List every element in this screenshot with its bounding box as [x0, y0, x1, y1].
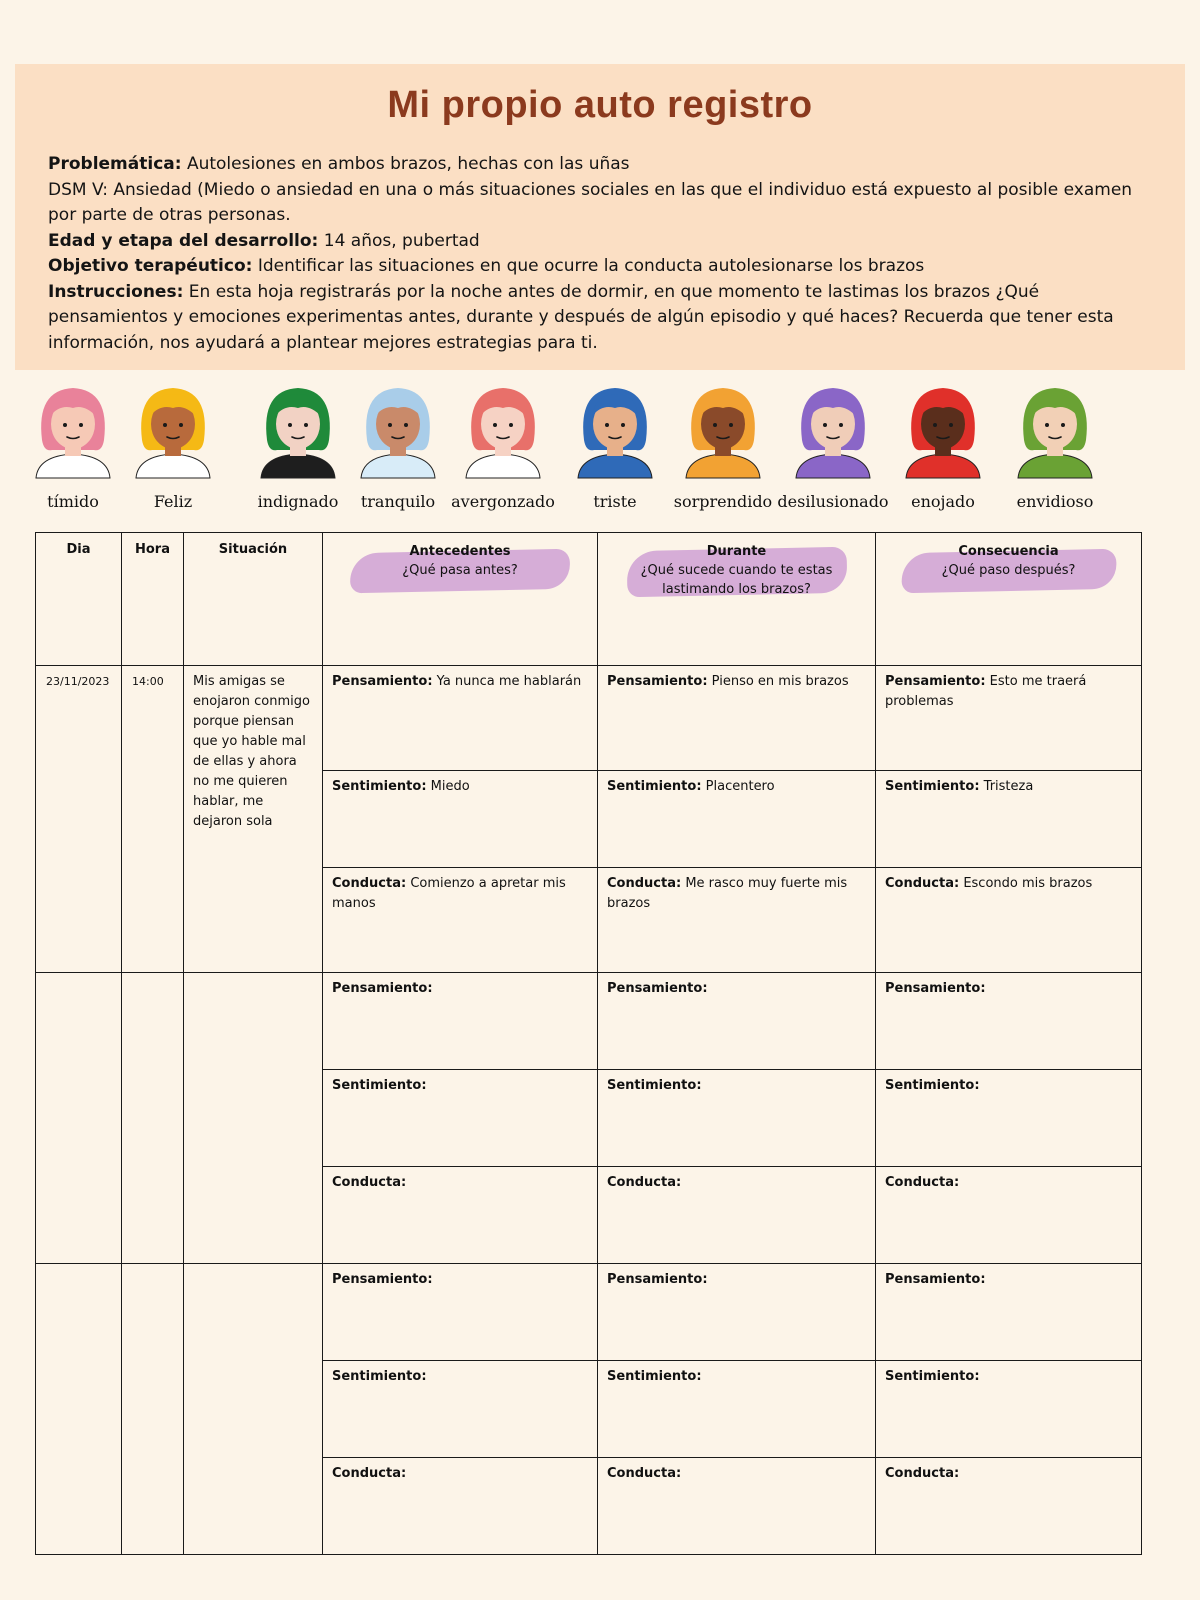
cell-value: Tristeza — [979, 779, 1034, 794]
sentimiento-label: Sentimiento: — [332, 1078, 427, 1093]
sentimiento-label: Sentimiento: — [607, 779, 702, 794]
cell-value: Esto me traerá problemas — [885, 674, 1087, 709]
empty-conducta-cell[interactable] — [598, 1167, 876, 1264]
header-situacion: Situación — [184, 533, 323, 666]
conducta-label: Conducta: — [332, 876, 407, 891]
durante-sub: ¿Qué sucede cuando te estas lastimando los brazos? — [640, 563, 833, 597]
edad-text: 14 años, pubertad — [318, 230, 480, 251]
antecedentes-sub: ¿Qué pasa antes? — [402, 563, 518, 578]
cell-value: Escondo mis brazos — [959, 876, 1093, 891]
face-illustration-icon — [18, 380, 128, 480]
header-panel — [15, 64, 1185, 370]
emotions-strip — [0, 380, 1200, 520]
entry-hora[interactable]: 14:00 — [122, 666, 184, 973]
header-dia: Dia — [36, 533, 122, 666]
empty-pensamiento-cell[interactable] — [323, 973, 598, 1070]
emotion-5 — [560, 380, 670, 516]
cell-value: Placentero — [701, 779, 775, 794]
cell-value: Comienzo a apretar mis manos — [332, 876, 566, 911]
antecedentes-conducta[interactable] — [323, 868, 598, 973]
face-illustration-icon — [1000, 380, 1110, 480]
instrucciones-text: En esta hoja registrarás por la noche antes de dormir, en que momento te lastimas los brazos ¿Qué pensamientos y emociones experimentas antes, durante y después de algún episodio y qué haces? Recuerda que tener esta información, nos ayudará a plantear mejores estrategias para ti. — [48, 281, 1114, 353]
empty-pensamiento-cell[interactable] — [323, 1264, 598, 1361]
sentimiento-label: Sentimiento: — [885, 1369, 980, 1384]
emotion-label: avergonzado — [451, 492, 555, 511]
entry-situacion[interactable]: Mis amigas se enojaron conmigo porque piensan que yo hable mal de ellas y ahora no me quieren hablar, me dejaron sola — [184, 666, 323, 973]
empty-pensamiento-cell[interactable] — [876, 1264, 1142, 1361]
conducta-label: Conducta: — [885, 876, 960, 891]
face-illustration-icon — [778, 380, 888, 480]
entry-dia[interactable]: 23/11/2023 — [36, 666, 122, 973]
table-row — [36, 973, 1142, 1070]
header-durante — [598, 533, 876, 666]
table-row — [36, 666, 1142, 771]
objetivo-line — [48, 254, 1158, 280]
empty-conducta-cell[interactable] — [876, 1458, 1142, 1555]
face-illustration-icon — [243, 380, 353, 480]
edad-line — [48, 229, 1158, 255]
header-row — [36, 533, 1142, 666]
antecedentes-pensamiento[interactable] — [323, 666, 598, 771]
emotion-label: tranquilo — [360, 492, 436, 511]
problematica-label: Problemática: — [48, 154, 182, 174]
consecuencia-pensamiento[interactable] — [876, 666, 1142, 771]
face-illustration-icon — [448, 380, 558, 480]
antecedentes-title: Antecedentes — [409, 544, 511, 559]
header-info — [48, 152, 1158, 356]
pensamiento-label: Pensamiento: — [885, 674, 986, 689]
empty-sentimiento-cell[interactable] — [876, 1070, 1142, 1167]
emotion-3 — [343, 380, 453, 516]
empty-conducta-cell[interactable] — [598, 1458, 876, 1555]
durante-conducta[interactable] — [598, 868, 876, 973]
sentimiento-label: Sentimiento: — [885, 1078, 980, 1093]
durante-sentimiento[interactable] — [598, 771, 876, 868]
emotion-label: triste — [593, 492, 637, 511]
empty-situacion[interactable] — [184, 1264, 323, 1555]
durante-pensamiento[interactable] — [598, 666, 876, 771]
objetivo-label: Objetivo terapéutico: — [48, 256, 253, 276]
dsm-text: DSM V: Ansiedad (Miedo o ansiedad en una o más situaciones sociales en las que el individuo está expuesto al posible examen por parte de otras personas. — [48, 179, 1133, 225]
edad-label: Edad y etapa del desarrollo: — [48, 230, 319, 251]
consecuencia-sub: ¿Qué paso después? — [941, 563, 1076, 578]
conducta-label: Conducta: — [607, 1175, 682, 1190]
pensamiento-label: Pensamiento: — [607, 1272, 708, 1287]
conducta-label: Conducta: — [607, 1466, 682, 1481]
empty-hora[interactable] — [122, 973, 184, 1264]
pensamiento-label: Pensamiento: — [332, 1272, 433, 1287]
durante-title: Durante — [706, 544, 767, 559]
cell-value: Ya nunca me hablarán — [432, 674, 582, 689]
emotion-6 — [668, 380, 778, 516]
emotion-label: desilusionado — [777, 492, 889, 511]
empty-hora[interactable] — [122, 1264, 184, 1555]
emotion-label: sorprendido — [673, 492, 773, 511]
empty-pensamiento-cell[interactable] — [598, 1264, 876, 1361]
page-title: Mi propio auto registro — [387, 84, 813, 126]
sentimiento-label: Sentimiento: — [885, 779, 980, 794]
empty-sentimiento-cell[interactable] — [598, 1070, 876, 1167]
conducta-label: Conducta: — [885, 1466, 960, 1481]
instrucciones-label: Instrucciones: — [48, 281, 184, 302]
pensamiento-label: Pensamiento: — [332, 674, 433, 689]
emotion-1 — [118, 380, 228, 516]
face-illustration-icon — [343, 380, 453, 480]
pensamiento-label: Pensamiento: — [607, 674, 708, 689]
empty-conducta-cell[interactable] — [323, 1458, 598, 1555]
header-hora: Hora — [122, 533, 184, 666]
conducta-label: Conducta: — [332, 1466, 407, 1481]
pensamiento-label: Pensamiento: — [332, 981, 433, 996]
empty-sentimiento-cell[interactable] — [323, 1361, 598, 1458]
register-table — [35, 532, 1142, 1555]
emotion-label: indignado — [257, 492, 339, 511]
problematica-text: Autolesiones en ambos brazos, hechas con las uñas — [181, 154, 630, 174]
pensamiento-label: Pensamiento: — [885, 981, 986, 996]
empty-sentimiento-cell[interactable] — [876, 1361, 1142, 1458]
pensamiento-label: Pensamiento: — [607, 981, 708, 996]
face-illustration-icon — [888, 380, 998, 480]
cell-value: Pienso en mis brazos — [707, 674, 849, 689]
face-illustration-icon — [668, 380, 778, 480]
face-illustration-icon — [560, 380, 670, 480]
conducta-label: Conducta: — [607, 876, 682, 891]
emotion-label: envidioso — [1016, 492, 1094, 511]
empty-dia[interactable] — [36, 973, 122, 1264]
antecedentes-sentimiento[interactable] — [323, 771, 598, 868]
empty-conducta-cell[interactable] — [323, 1167, 598, 1264]
emotion-7 — [778, 380, 888, 516]
consecuencia-title: Consecuencia — [958, 544, 1059, 559]
emotion-label: Feliz — [153, 492, 193, 511]
header-antecedentes — [323, 533, 598, 666]
header-consecuencia — [876, 533, 1142, 666]
sentimiento-label: Sentimiento: — [607, 1369, 702, 1384]
cell-value: Me rasco muy fuerte mis brazos — [607, 876, 848, 911]
sentimiento-label: Sentimiento: — [332, 1369, 427, 1384]
dsm-line — [48, 178, 1158, 229]
conducta-label: Conducta: — [332, 1175, 407, 1190]
problematica-line — [48, 152, 1158, 178]
emotion-4 — [448, 380, 558, 516]
emotion-8 — [888, 380, 998, 516]
sentimiento-label: Sentimiento: — [332, 779, 427, 794]
conducta-label: Conducta: — [885, 1175, 960, 1190]
empty-sentimiento-cell[interactable] — [598, 1361, 876, 1458]
empty-pensamiento-cell[interactable] — [876, 973, 1142, 1070]
emotion-label: enojado — [911, 492, 975, 511]
empty-sentimiento-cell[interactable] — [323, 1070, 598, 1167]
empty-dia[interactable] — [36, 1264, 122, 1555]
table-row — [36, 1264, 1142, 1361]
empty-pensamiento-cell[interactable] — [598, 973, 876, 1070]
cell-value: Miedo — [426, 779, 470, 794]
instrucciones-line — [48, 280, 1158, 357]
consecuencia-conducta[interactable] — [876, 868, 1142, 973]
emotion-9 — [1000, 380, 1110, 516]
objetivo-text: Identificar las situaciones en que ocurre la conducta autolesionarse los brazos — [252, 256, 925, 276]
sentimiento-label: Sentimiento: — [607, 1078, 702, 1093]
pensamiento-label: Pensamiento: — [885, 1272, 986, 1287]
consecuencia-sentimiento[interactable] — [876, 771, 1142, 868]
empty-conducta-cell[interactable] — [876, 1167, 1142, 1264]
emotion-label: tímido — [47, 492, 99, 511]
face-illustration-icon — [118, 380, 228, 480]
empty-situacion[interactable] — [184, 973, 323, 1264]
